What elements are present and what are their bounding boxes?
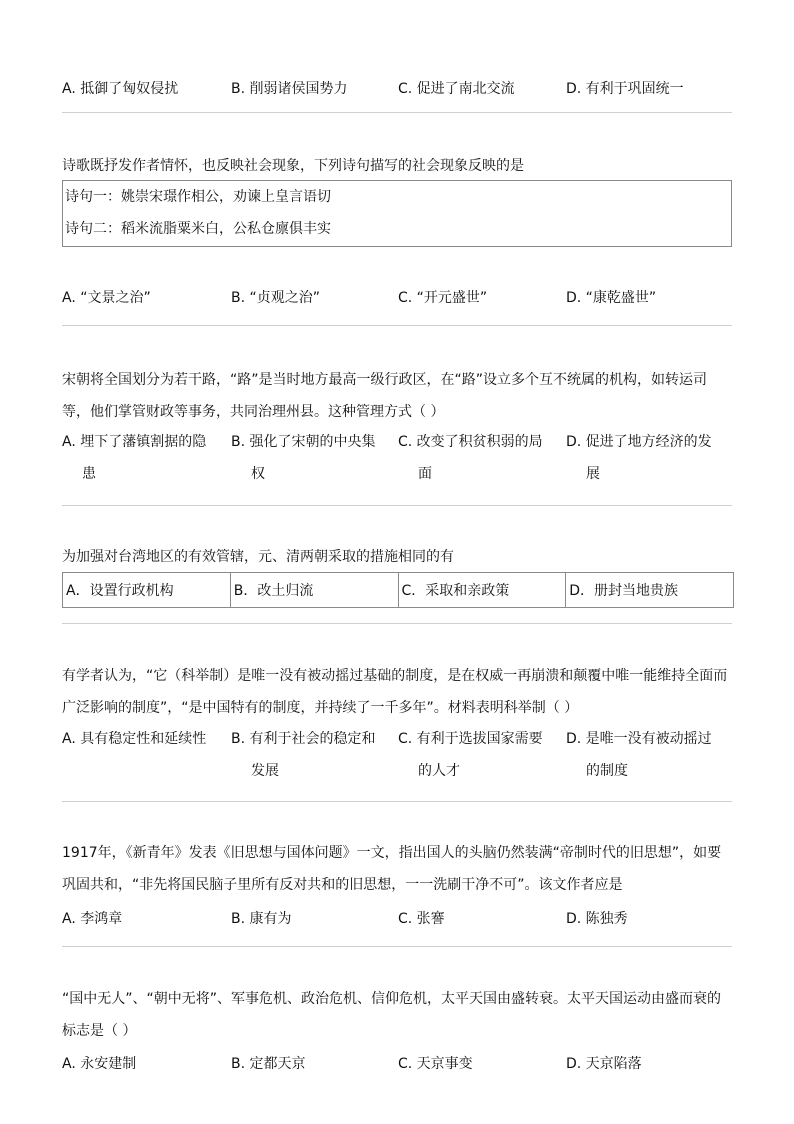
option-b[interactable]: B. 削弱诸侯国势力 — [231, 81, 348, 97]
option-d[interactable] — [566, 723, 716, 787]
option-a[interactable]: A. “文景之治” — [62, 290, 151, 306]
option-a[interactable] — [62, 426, 212, 490]
option-text: C. 改变了积贫积弱的局 — [398, 434, 543, 450]
divider — [62, 623, 732, 624]
option-b[interactable] — [231, 723, 381, 787]
question-stem: 宋朝将全国划分为若干路，“路”是当时地方最高一级行政区，在“路”设立多个互不统属的机构，如转运司等，他们掌管财政等事务，共同治理州县。这种管理方式（ ） — [62, 372, 708, 420]
option-a[interactable]: A. 永安建制 — [62, 1056, 137, 1072]
question-stem: 为加强对台湾地区的有效管辖，元、清两朝采取的措施相同的有 — [62, 549, 454, 565]
divider — [62, 801, 732, 802]
divider — [62, 505, 732, 506]
divider — [62, 946, 732, 947]
option-d[interactable]: D. 陈独秀 — [566, 911, 628, 927]
option-text-cont: 的人才 — [418, 763, 460, 779]
option-text-cont: 展 — [586, 466, 600, 482]
option-b[interactable] — [231, 426, 381, 490]
divider — [62, 325, 732, 326]
option-text: D. 是唯一没有被动摇过 — [566, 731, 712, 747]
option-text: A. 具有稳定性和延续性 — [62, 731, 207, 747]
option-c[interactable] — [398, 426, 548, 490]
quote-box — [62, 180, 732, 247]
option-b[interactable]: B．改土归流 — [230, 573, 398, 608]
option-d[interactable]: D. 有利于巩固统一 — [566, 81, 684, 97]
option-a[interactable] — [62, 723, 212, 755]
option-text-cont: 的制度 — [586, 763, 628, 779]
option-text: A. 埋下了藩镇割据的隐 — [62, 434, 207, 450]
question-stem: 有学者认为，“它（科举制）是唯一没有被动摇过基础的制度，是在权威一再崩溃和颠覆中唯一能维持全面而广泛影响的制度”，“是中国特有的制度，并持续了一千多年”。材料表明科举制（ ） — [62, 668, 728, 716]
option-c[interactable] — [398, 723, 548, 787]
option-c[interactable]: C. 张謇 — [398, 911, 445, 927]
option-b[interactable]: B. 定都天京 — [231, 1056, 306, 1072]
option-text: D. 促进了地方经济的发 — [566, 434, 712, 450]
question-stem: “国中无人”、“朝中无将”、军事危机、政治危机、信仰危机，太平天国由盛转衰。太平天国运动由盛而衰的标志是（ ） — [62, 991, 722, 1039]
option-a[interactable]: A．设置行政机构 — [63, 573, 231, 608]
quote-line: 诗句一：姚崇宋璟作相公，劝谏上皇言语切 — [65, 189, 331, 205]
question-stem: 诗歌既抒发作者情怀，也反映社会现象，下列诗句描写的社会现象反映的是 — [62, 158, 524, 174]
option-b[interactable]: B. “贞观之治” — [231, 290, 321, 306]
option-a[interactable]: A. 李鸿章 — [62, 911, 123, 927]
option-d[interactable] — [566, 426, 716, 490]
option-c[interactable]: C. 促进了南北交流 — [398, 81, 515, 97]
divider — [62, 112, 732, 113]
options-table — [62, 572, 734, 608]
option-c[interactable]: C. “开元盛世” — [398, 290, 488, 306]
option-text: B. 有利于社会的稳定和 — [231, 731, 376, 747]
option-c[interactable]: C．采取和亲政策 — [398, 573, 566, 608]
option-text: C. 有利于选拔国家需要 — [398, 731, 543, 747]
option-text-cont: 面 — [418, 466, 432, 482]
option-a[interactable]: A. 抵御了匈奴侵扰 — [62, 81, 179, 97]
option-d[interactable]: D．册封当地贵族 — [566, 573, 734, 608]
option-text: B. 强化了宋朝的中央集 — [231, 434, 376, 450]
option-d[interactable]: D. 天京陷落 — [566, 1056, 642, 1072]
option-text-cont: 患 — [82, 466, 96, 482]
quote-line: 诗句二：稻米流脂粟米白，公私仓廪俱丰实 — [65, 221, 331, 237]
option-c[interactable]: C. 天京事变 — [398, 1056, 473, 1072]
option-b[interactable]: B. 康有为 — [231, 911, 292, 927]
question-stem: 1917年，《新青年》发表《旧思想与国体问题》一文，指出国人的头脑仍然装满“帝制时代的旧思想”，如要巩固共和，“非先将国民脑子里所有反对共和的旧思想，一一洗刷干净不可”。该文作者应是 — [62, 845, 722, 893]
option-text-cont: 权 — [251, 466, 265, 482]
option-d[interactable]: D. “康乾盛世” — [566, 290, 657, 306]
option-text-cont: 发展 — [251, 763, 279, 779]
